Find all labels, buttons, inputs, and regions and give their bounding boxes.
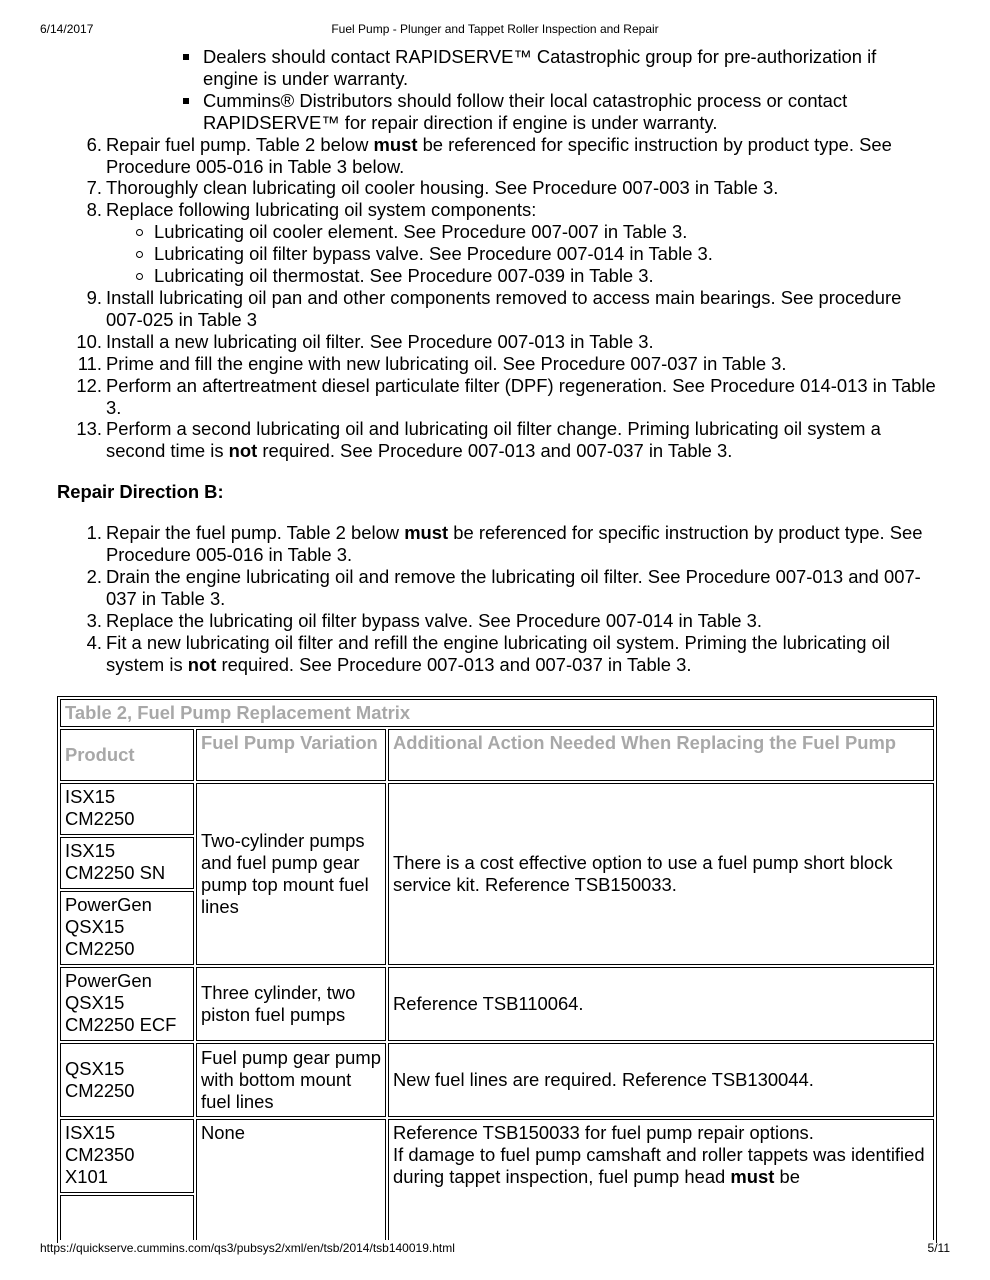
square-bullet-icon bbox=[183, 54, 189, 60]
circle-bullet-icon bbox=[136, 273, 143, 280]
list-item: 13. Perform a second lubricating oil and lubricating oil filter change. Priming lubricating oil system a second time is not required. See Procedure 007-013 and 007-037 in Table 3. bbox=[76, 418, 881, 462]
list-item: Lubricating oil thermostat. See Procedure 007-039 in Table 3. bbox=[134, 265, 940, 287]
repair-steps-a bbox=[64, 134, 940, 463]
replacement-matrix-table bbox=[57, 696, 937, 1243]
circle-bullet-icon bbox=[136, 251, 143, 258]
list-item: 2. Drain the engine lubricating oil and remove the lubricating oil filter. See Procedure 007-013 and 007-037 in Table 3. bbox=[86, 565, 921, 609]
square-bullet-icon bbox=[183, 98, 189, 104]
product-cell bbox=[60, 1195, 194, 1240]
variation-cell: Two-cylinder pumps and fuel pump gear pump top mount fuel lines bbox=[196, 783, 386, 965]
page-footer bbox=[40, 1241, 950, 1257]
variation-cell: None bbox=[196, 1119, 386, 1240]
list-item: 12. Perform an aftertreatment diesel particulate filter (DPF) regeneration. See Procedure 014-013 in Table 3. bbox=[76, 374, 936, 418]
list-item: Cummins® Distributors should follow their local catastrophic process or contact RAPIDSERVE™ for repair direction if engine is under warranty. bbox=[183, 90, 930, 134]
variation-cell: Three cylinder, two piston fuel pumps bbox=[196, 967, 386, 1041]
page-header bbox=[40, 22, 950, 38]
table-caption: Table 2, Fuel Pump Replacement Matrix bbox=[60, 699, 934, 727]
list-item: 6. Repair fuel pump. Table 2 below must be referenced for specific instruction by product type. See Procedure 005-016 in Table 3 below. bbox=[86, 133, 892, 177]
list-item: 7. Thoroughly clean lubricating oil cooler housing. See Procedure 007-003 in Table 3. bbox=[86, 177, 779, 199]
column-header: Additional Action Needed When Replacing the Fuel Pump bbox=[388, 729, 934, 781]
list-item: 10. Install a new lubricating oil filter. See Procedure 007-013 in Table 3. bbox=[76, 330, 654, 352]
action-cell: There is a cost effective option to use a fuel pump short block service kit. Reference TSB150033. bbox=[388, 783, 934, 965]
variation-cell: Fuel pump gear pump with bottom mount fuel lines bbox=[196, 1043, 386, 1117]
warranty-bullets bbox=[183, 46, 930, 134]
page-title: Fuel Pump - Plunger and Tappet Roller Inspection and Repair bbox=[331, 22, 659, 36]
circle-bullet-icon bbox=[136, 229, 143, 236]
table-row bbox=[60, 1119, 934, 1193]
action-cell: Reference TSB150033 for fuel pump repair options. If damage to fuel pump camshaft and roller tappets was identified during tappet inspection, fuel pump head must be bbox=[388, 1119, 934, 1240]
list-item: 3. Replace the lubricating oil filter bypass valve. See Procedure 007-014 in Table 3. bbox=[86, 609, 762, 631]
component-sublist bbox=[134, 221, 940, 287]
table-row bbox=[60, 967, 934, 1041]
document-body bbox=[0, 46, 990, 675]
product-cell: QSX15 CM2250 bbox=[60, 1043, 194, 1117]
list-item: 4. Fit a new lubricating oil filter and refill the engine lubricating oil system. Priming the lubricating oil system is not required. See Procedure 007-013 and 007-037 in Table 3. bbox=[86, 631, 891, 675]
list-item: 11. Prime and fill the engine with new lubricating oil. See Procedure 007-037 in Table 3. bbox=[77, 352, 787, 374]
list-item: 9. Install lubricating oil pan and other components removed to access main bearings. See procedure 007-025 in Table 3 bbox=[86, 286, 902, 330]
print-date: 6/14/2017 bbox=[40, 22, 94, 36]
product-cell: PowerGen QSX15 CM2250 ECF bbox=[60, 967, 194, 1041]
product-cell: PowerGen QSX15 CM2250 bbox=[60, 891, 194, 965]
table-row bbox=[60, 783, 934, 835]
product-cell: ISX15 CM2250 bbox=[60, 783, 194, 835]
table-row bbox=[60, 1043, 934, 1117]
page-number: 5/11 bbox=[927, 1241, 950, 1255]
column-header: Product bbox=[60, 729, 194, 781]
list-item: Dealers should contact RAPIDSERVE™ Catastrophic group for pre-authorization if engine is under warranty. bbox=[183, 46, 930, 90]
list-item: 8. Replace following lubricating oil system components: Lubricating oil cooler element. See Procedure 007-007 in Table 3. Lubricating oil filter bypass valve. See Procedure 007-014 in Table 3. Lubricating oil thermostat. See Procedure 007-039 in Table 3. bbox=[64, 199, 940, 287]
product-cell: ISX15 CM2250 SN bbox=[60, 837, 194, 889]
list-item: Lubricating oil filter bypass valve. See Procedure 007-014 in Table 3. bbox=[134, 243, 940, 265]
source-url: https://quickserve.cummins.com/qs3/pubsys2/xml/en/tsb/2014/tsb140019.html bbox=[40, 1241, 455, 1255]
repair-steps-b bbox=[64, 522, 940, 675]
list-item: Lubricating oil cooler element. See Procedure 007-007 in Table 3. bbox=[134, 221, 940, 243]
action-cell: Reference TSB110064. bbox=[388, 967, 934, 1041]
action-cell: New fuel lines are required. Reference TSB130044. bbox=[388, 1043, 934, 1117]
column-header: Fuel Pump Variation bbox=[196, 729, 386, 781]
product-cell: ISX15 CM2350 X101 bbox=[60, 1119, 194, 1193]
list-item: 1. Repair the fuel pump. Table 2 below must be referenced for specific instruction by product type. See Procedure 005-016 in Table 3. bbox=[86, 522, 923, 566]
table-header-row bbox=[60, 729, 934, 781]
section-heading: Repair Direction B: bbox=[57, 481, 224, 503]
